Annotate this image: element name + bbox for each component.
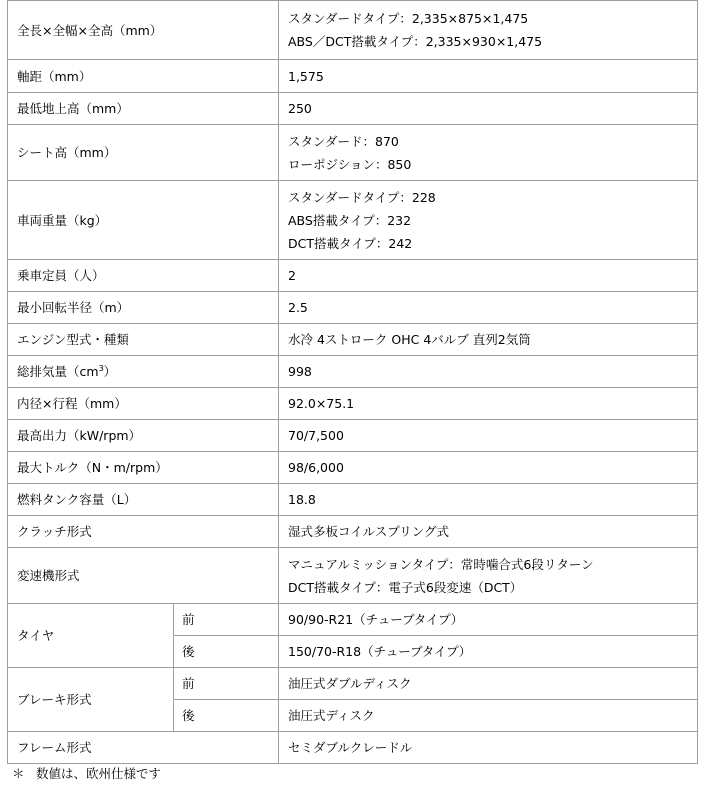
- footnote-mark: ＊: [12, 766, 25, 781]
- table-row: [8, 548, 698, 604]
- row-value: 90/90-R21（チューブタイプ）: [279, 604, 698, 636]
- row-label: 燃料タンク容量（L）: [8, 484, 279, 516]
- row-value: [279, 1, 698, 60]
- table-row: [8, 356, 698, 388]
- sub-label: 前: [174, 668, 279, 700]
- table-row: [8, 604, 698, 636]
- row-value: 98/6,000: [279, 452, 698, 484]
- row-value: 2: [279, 260, 698, 292]
- footnote-text: 数値は、欧州仕様です: [36, 766, 162, 781]
- row-label: 最小回転半径（m）: [8, 292, 279, 324]
- table-row: [8, 732, 698, 764]
- row-value: 1,575: [279, 60, 698, 93]
- row-value: [279, 548, 698, 604]
- row-value: 70/7,500: [279, 420, 698, 452]
- table-row: [8, 125, 698, 181]
- value-line: ABS搭載タイプ：232: [288, 212, 412, 228]
- table-row: [8, 292, 698, 324]
- row-label: 車両重量（kg）: [8, 181, 279, 260]
- row-label: 最高出力（kW/rpm）: [8, 420, 279, 452]
- row-label: 最大トルク（N・m/rpm）: [8, 452, 279, 484]
- row-label: クラッチ形式: [8, 516, 279, 548]
- row-label: シート高（mm）: [8, 125, 279, 181]
- table-row: [8, 516, 698, 548]
- row-value: 油圧式ディスク: [279, 700, 698, 732]
- row-value: 92.0×75.1: [279, 388, 698, 420]
- sub-label: 前: [174, 604, 279, 636]
- table-row: [8, 260, 698, 292]
- value-line: スタンダード：870: [288, 133, 399, 149]
- spec-table: [7, 0, 698, 764]
- row-value: [279, 125, 698, 181]
- row-value: 18.8: [279, 484, 698, 516]
- value-line: マニュアルミッションタイプ：常時噛合式6段リターン: [288, 556, 594, 572]
- value-line: DCT搭載タイプ：電子式6段変速（DCT）: [288, 579, 523, 595]
- value-line: スタンダードタイプ：228: [288, 189, 436, 205]
- row-label: エンジン型式・種類: [8, 324, 279, 356]
- value-line: ABS／DCT搭載タイプ：2,335×930×1,475: [288, 34, 543, 49]
- table-row: [8, 1, 698, 60]
- row-label: 内径×行程（mm）: [8, 388, 279, 420]
- row-label: 軸距（mm）: [8, 60, 279, 93]
- label-text: 総排気量（cm: [17, 364, 99, 379]
- row-value: セミダブルクレードル: [279, 732, 698, 764]
- row-value: 150/70-R18（チューブタイプ）: [279, 636, 698, 668]
- value-line: ローポジション：850: [288, 156, 412, 172]
- table-row: [8, 452, 698, 484]
- row-label: ブレーキ形式: [8, 668, 174, 732]
- sub-label: 後: [174, 636, 279, 668]
- row-label: [8, 356, 279, 388]
- row-value: 2.5: [279, 292, 698, 324]
- row-value: 250: [279, 93, 698, 125]
- table-row: [8, 668, 698, 700]
- table-row: [8, 388, 698, 420]
- row-value: 998: [279, 356, 698, 388]
- table-row: [8, 324, 698, 356]
- row-label: 変速機形式: [8, 548, 279, 604]
- value-line: DCT搭載タイプ：242: [288, 235, 413, 251]
- label-text: ）: [103, 364, 117, 379]
- table-row: [8, 93, 698, 125]
- row-value: 水冷 4ストローク OHC 4バルブ 直列2気筒: [279, 324, 698, 356]
- table-row: [8, 60, 698, 93]
- row-value: 油圧式ダブルディスク: [279, 668, 698, 700]
- row-label: 全長×全幅×全高（mm）: [8, 1, 279, 60]
- label-superscript: 3: [98, 363, 104, 373]
- value-line: スタンダードタイプ：2,335×875×1,475: [288, 11, 529, 26]
- row-label: タイヤ: [8, 604, 174, 668]
- table-row: [8, 420, 698, 452]
- row-label: 乗車定員（人）: [8, 260, 279, 292]
- footnote: [12, 764, 161, 782]
- row-label: 最低地上高（mm）: [8, 93, 279, 125]
- sub-label: 後: [174, 700, 279, 732]
- table-row: [8, 484, 698, 516]
- table-row: [8, 181, 698, 260]
- row-label: フレーム形式: [8, 732, 279, 764]
- row-value: [279, 181, 698, 260]
- row-value: 湿式多板コイルスプリング式: [279, 516, 698, 548]
